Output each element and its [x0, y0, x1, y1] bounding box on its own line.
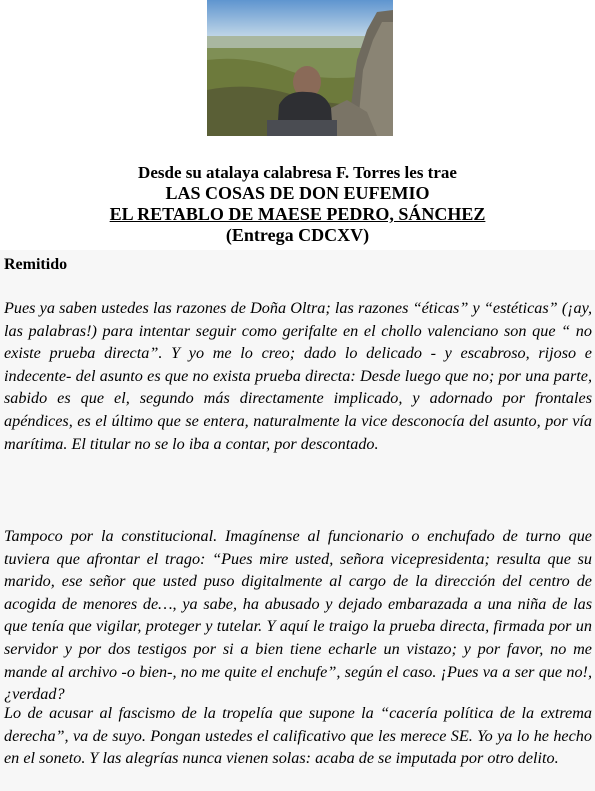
paragraph-2: Tampoco por la constitucional. Imagínense al funcionario o enchufado de turno que tuviera que afrontar el trago: “Pues mire usted, señora vicepresidenta; resulta que su marido, ese señor que usted puso digitalmente al cargo de la dirección del centro de acogida de menores de…, ya sabe, ha abusado y dejado embarazada a una niña de las que tenía que vigilar, proteger y tutelar. Y aquí le traigo la prueba directa, firmada por un servidor y por dos testigos por si a bien tiene echarle un vistazo; y por favor, no me mande al archivo -o bien-, no me quite el enchufe”, según el caso. ¡Pues va a ser que no!, ¿verdad?: [4, 527, 592, 704]
section-title: Remitido: [4, 256, 68, 273]
landscape-photo-illustration: [207, 0, 393, 136]
header-series-title: LAS COSAS DE DON EUFEMIO: [165, 183, 430, 203]
header-byline: Desde su atalaya calabresa F. Torres les trae: [138, 163, 457, 182]
author-photo: [207, 0, 393, 136]
paragraph-3: Lo de acusar al fascismo de la tropelía que supone la “cacería política de la extrema derecha”, va de suyo. Pongan ustedes el calificativo que les merece SE. Yo ya lo he hecho en el soneto. Y las alegrías nunca vienen solas: acaba de se imputada por otro delito.: [4, 704, 592, 768]
article-body: [0, 250, 595, 791]
header-article-title: EL RETABLO DE MAESE PEDRO, SÁNCHEZ: [109, 204, 486, 224]
article-header: [0, 162, 595, 246]
header-installment: (Entrega CDCXV): [225, 225, 370, 245]
paragraph-1: Pues ya saben ustedes las razones de Doña Oltra; las razones “éticas” y “estéticas” (¡ay, las palabras!) para intentar seguir como gerifalte en el chollo valenciano son que “ no existe prueba directa”. Y yo me lo creo; dado lo delicado - y escabroso, rijoso e indecente- del asunto es que no exista prueba directa: Desde luego que no; por una parte, sabido es que el, segundo más directamente implicado, y adornado por frontales apéndices, es el último que se entera, naturalmente la vice desconocía del asunto, por vía marítima. El titular no se lo iba a contar, por descontado.: [4, 299, 592, 453]
